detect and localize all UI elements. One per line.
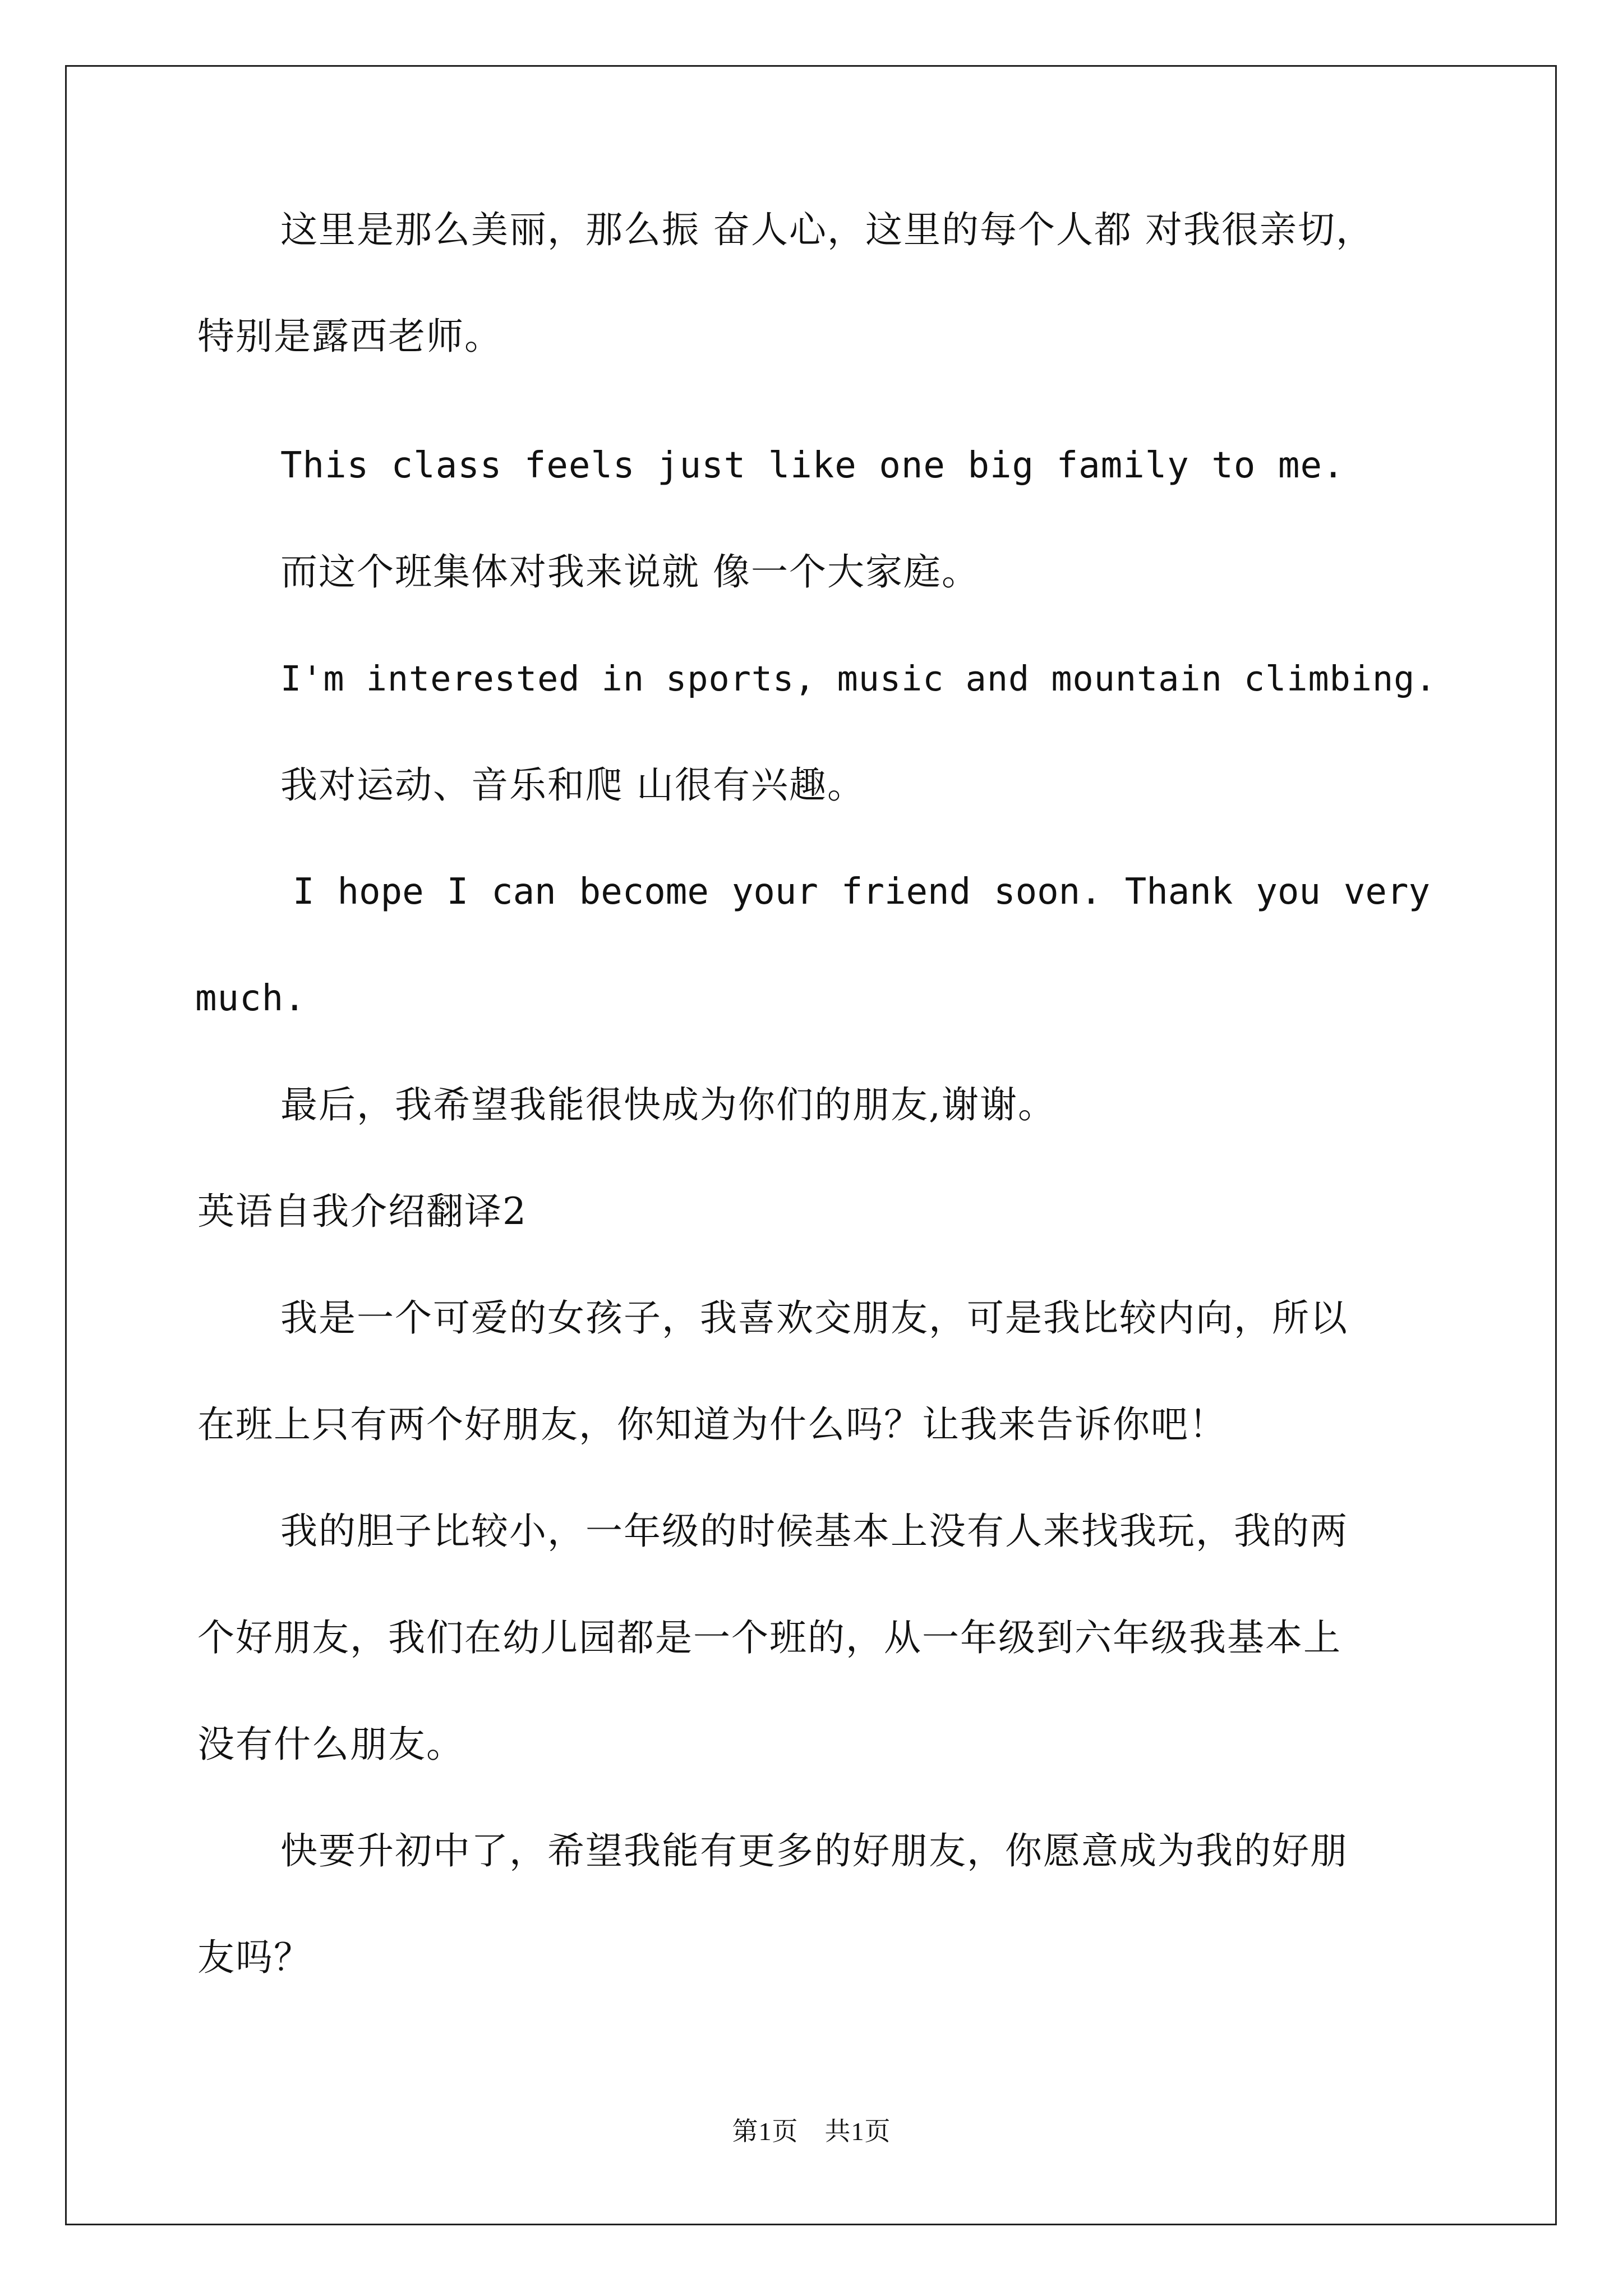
- word: you: [1256, 871, 1321, 913]
- paragraph-line: 我的胆子比较小，一年级的时候基本上没有人来找我玩，我的两: [280, 1510, 1348, 1553]
- word: your: [731, 871, 818, 913]
- paragraph-line-english: I'm interested in sports, music and mountain climbing.: [280, 659, 1437, 699]
- paragraph-line: 我是一个可爱的女孩子，我喜欢交朋友，可是我比较内向，所以: [280, 1296, 1348, 1340]
- paragraph-line: 友吗？: [197, 1936, 312, 1979]
- paragraph-line-english: much.: [195, 978, 306, 1019]
- word: hope: [337, 871, 424, 913]
- word: become: [579, 871, 709, 913]
- word: Thank: [1124, 871, 1233, 913]
- paragraph-line: 在班上只有两个好朋友，你知道为什么吗？让我来告诉你吧！: [197, 1403, 1227, 1446]
- word: I: [293, 871, 315, 913]
- word: I: [446, 871, 469, 913]
- paragraph-line: 我对运动、音乐和爬 山很有兴趣。: [280, 763, 865, 807]
- word: friend: [841, 871, 971, 913]
- paragraph-line: 快要升初中了，希望我能有更多的好朋友，你愿意成为我的好朋: [280, 1829, 1348, 1872]
- paragraph-line: 这里是那么美丽，那么振 奋人心，这里的每个人都 对我很亲切，: [280, 208, 1374, 251]
- paragraph-line-english: This class feels just like one big family to me.: [280, 445, 1345, 486]
- paragraph-line: 没有什么朋友。: [197, 1723, 464, 1766]
- paragraph-line-english-justified: [293, 869, 1430, 914]
- paragraph-line: 最后，我希望我能很快成为你们的朋友,谢谢。: [280, 1083, 1056, 1126]
- word: can: [491, 871, 556, 913]
- paragraph-line: 而这个班集体对我来说就 像一个大家庭。: [280, 550, 980, 593]
- section-heading: 英语自我介绍翻译2: [197, 1190, 527, 1233]
- paragraph-line: 个好朋友，我们在幼儿园都是一个班的，从一年级到六年级我基本上: [197, 1616, 1341, 1659]
- word: very: [1343, 871, 1430, 913]
- page-number-footer: 第1页 共1页: [732, 2117, 891, 2146]
- page-frame: [65, 65, 1557, 2225]
- word: soon.: [994, 871, 1102, 913]
- paragraph-line: 特别是露西老师。: [197, 315, 502, 358]
